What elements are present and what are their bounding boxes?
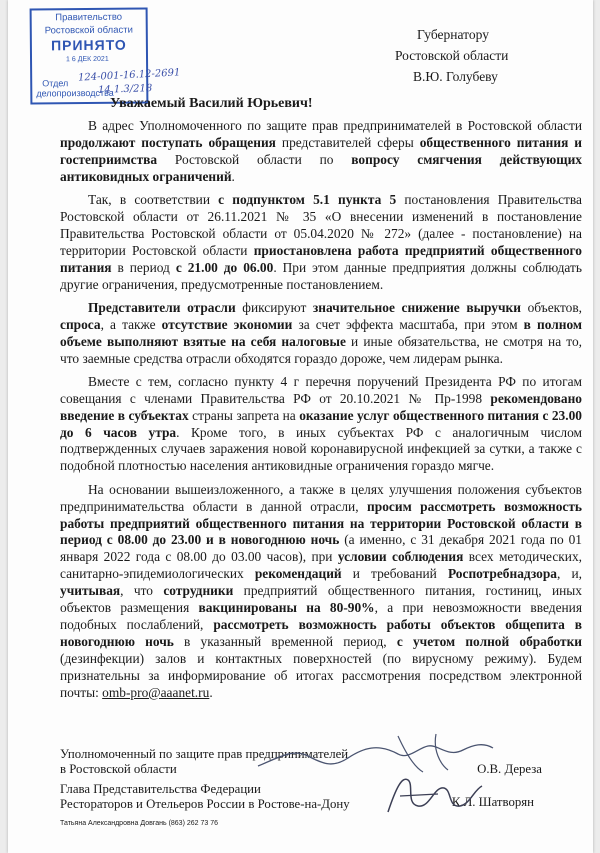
text-run: всех методических, санитарно-эпидемиологических <box>60 549 582 582</box>
signer2-name: К.Л. Шатворян <box>451 795 534 809</box>
letter-body <box>60 118 582 708</box>
bold-text-run: оказание услуг общественного питания с 23.00 до 6 часов утра <box>60 407 582 440</box>
text-run: . При этом данные предприятия должны соблюдать другие ограничения, предусмотренные постановлением. <box>60 259 582 292</box>
bold-text-run: вопросу смягчения действующих антиковидных ограничений <box>60 151 582 184</box>
bold-text-run: приостановлена работа предприятий общественного питания <box>60 242 582 275</box>
stamp-dept-line1: Отдел <box>42 78 69 89</box>
text-run: фиксируют <box>235 299 313 315</box>
text-run: Вместе с тем, согласно пункту 4 г перечня поручений Президента РФ по итогам совещания с членами Правительства РФ от 20.10.2021 № Пр-1998 <box>60 373 582 406</box>
stamp-dept-line2: делопроизводства <box>36 87 114 99</box>
footer-contact-note: Татьяна Александровна Довгань (863) 262 73 76 <box>60 820 218 827</box>
text-run: , а также <box>100 316 162 332</box>
greeting: Уважаемый Василий Юрьевич! <box>110 96 313 111</box>
bold-text-run: спроса <box>60 316 101 332</box>
bold-text-run: рекомендовано введение в субъектах <box>60 390 582 423</box>
stamp-org-line1: Правительство <box>55 11 123 24</box>
text-run: за счет эффекта масштаба, при этом <box>292 316 524 332</box>
text-run: . Кроме того, в иных субъектах РФ с аналогичным числом подтвержденных случаев заражения новой коронавирусной инфекцией за сутки, а также с подобной плотностью населения антиковидные ограничения гораздо мягче. <box>60 424 582 474</box>
paragraph-4 <box>60 374 582 475</box>
email-link[interactable]: omb-pro@aaanet.ru <box>102 684 210 700</box>
signer1-title-line1: Уполномоченный по защите прав предпринимателей <box>60 747 349 761</box>
bold-text-run: с подпунктом 5.1 пункта 5 <box>218 192 397 208</box>
bold-text-run: в полном объеме выполняют взятые на себя налоговые <box>60 316 583 349</box>
bold-text-run: учитывая <box>60 583 121 599</box>
text-run: в указанный временной период, <box>173 633 397 649</box>
text-run: , и, <box>557 566 582 582</box>
text-run: , что <box>120 583 164 599</box>
addressee-line2: Ростовской области <box>395 48 509 63</box>
addressee-line1: Губернатору <box>417 27 489 42</box>
text-run: Ростовской области по <box>157 151 352 167</box>
bold-text-run: значительное снижение выручки <box>312 299 521 315</box>
text-run: представителей сферы <box>275 134 420 150</box>
bold-text-run: отсутствие экономии <box>161 316 293 332</box>
text-run: страны запрета на <box>188 407 300 423</box>
addressee-block <box>395 24 595 87</box>
paragraph-1 <box>60 118 582 186</box>
bold-text-run: с учетом полной обработки <box>396 633 582 649</box>
text-run: предприятий общественного питания, гостиниц, иных объектов размещения <box>60 583 582 616</box>
text-run: (дезинфекции) залов и контактных поверхностей (по вирусному режиму). Будем признательны за информирование об итогах рассмотрения посредством электронной почты: <box>60 650 582 700</box>
bold-text-run: Представители отрасли <box>88 299 236 315</box>
signature-block-federation <box>60 782 582 812</box>
signer2-title-line1: Глава Представительства Федерации <box>60 782 261 796</box>
paragraph-5 <box>60 482 582 702</box>
text-run: и иные обязательства, не смотря на то, что заемные средства отрасли обходятся гораздо дороже, чем лидерам рынка. <box>60 333 582 366</box>
signer1-name: О.В. Дереза <box>477 762 542 776</box>
stamp-date: 1 6 ДЕК 2021 <box>66 55 109 64</box>
text-run: . <box>231 168 235 184</box>
text-run: постановления Правительства Ростовской области от 26.11.2021 № 35 «О внесении изменений в постановление Правительства Ростовской области от 05.04.2020 № 272» (далее - постановление) на территории Ростовской области <box>60 192 583 258</box>
text-run: и требований <box>341 566 448 582</box>
bold-text-run: продолжают поступать обращения <box>60 134 276 150</box>
text-run: . <box>209 684 213 700</box>
bold-text-run: рассмотреть возможность работы объектов общепита в новогоднюю ночь <box>60 616 582 649</box>
bold-text-run: сотрудники <box>163 583 234 599</box>
bold-text-run: вакцинированы на 80-90% <box>198 600 375 616</box>
addressee-line3: В.Ю. Голубеву <box>413 69 498 84</box>
stamp-handwritten-note: 14.1.3/218 <box>97 83 153 96</box>
stamp-registration-number: 124-001-16.12-2691 <box>77 67 181 84</box>
text-run: На основании вышеизложенного, а также в целях улучшения положения субъектов предпринимательства области в данной отрасли, <box>60 481 582 514</box>
text-run: , а при невозможности введения подобных послаблений, <box>60 600 582 632</box>
bold-text-run: рекомендаций <box>254 566 342 582</box>
bold-text-run: условии соблюдения <box>337 549 464 565</box>
signer2-title-line2: Рестораторов и Отельеров России в Ростове-на-Дону <box>60 797 350 811</box>
paragraph-3 <box>60 300 582 368</box>
bold-text-run: просим рассмотреть возможность работы предприятий общественного питания на территории Ростовской области в период с 08.00 до 23.00 и в новогоднюю ночь <box>60 498 582 548</box>
bold-text-run: с 21.00 до 06.00 <box>175 259 274 275</box>
text-run: (а именно, с 31 декабря 2021 года по 01 января 2022 года с 08.00 до 03.00 часов), при <box>60 532 582 565</box>
bold-text-run: общественного питания и гостеприимства <box>60 134 583 167</box>
text-run: Так, в соответствии <box>88 192 219 208</box>
text-run: В адрес Уполномоченного по защите прав предпринимателей в Ростовской области <box>88 118 582 133</box>
bold-text-run: Роспотребнадзора <box>447 566 557 582</box>
stamp-status: ПРИНЯТО <box>50 36 127 54</box>
handwritten-signature-2 <box>378 768 488 820</box>
text-run: в период <box>111 259 176 275</box>
text-run: объектов, <box>520 299 583 315</box>
stamp-org-line2: Ростовской области <box>44 24 133 37</box>
paragraph-2 <box>60 192 582 293</box>
signer1-title-line2: в Ростовской области <box>60 762 177 776</box>
